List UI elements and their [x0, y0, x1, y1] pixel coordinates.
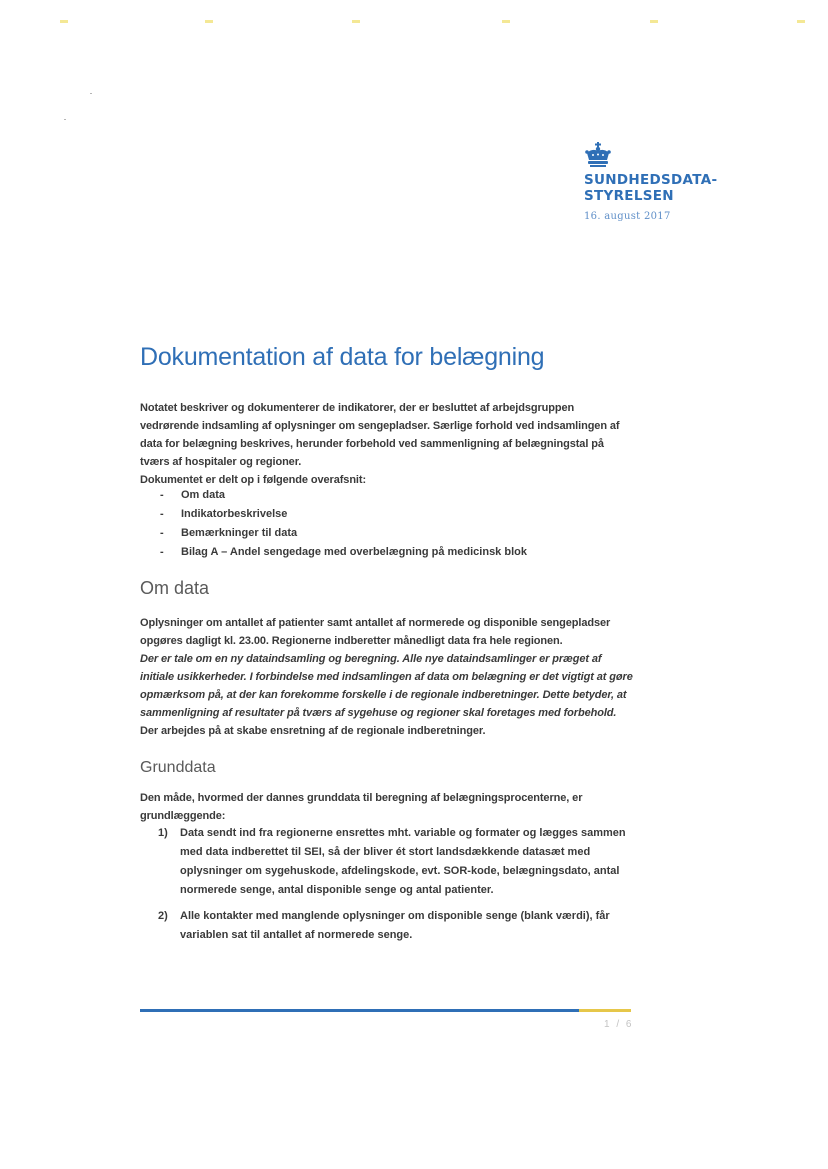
list-item: - Indikatorbeskrivelse — [160, 505, 527, 524]
step-text: Data sendt ind fra regionerne ensrettes mht. variable og formater og lægges sammen med data indberettet til SEI, så der bliver ét stort landsdækkende datasæt med oplysninger om sygehuskode, afdelingskode, evt. SOR-kode, belægningsdato, antal normerede senge, antal disponible senge og antal patienter. — [180, 827, 626, 896]
om-data-section — [140, 614, 634, 740]
scan-mark — [352, 20, 360, 23]
grunddata-intro: Den måde, hvormed der dannes grunddata til beregning af belægningsprocenterne, er grundlæggende: — [140, 792, 583, 822]
om-data-caveat: Der er tale om en ny dataindsamling og beregning. Alle nye dataindsamlinger er præget af initiale usikkerheder. I forbindelse med indsamlingen af data om belægning er det vigtigt at gøre opmærksom på, at der kan forekomme forskelle i de regionale indberetninger. Dette betyder, at sammenligning af resultater på tværs af sygehuse og regioner skal foretages med forbehold. — [140, 653, 633, 719]
list-item: - Om data — [160, 486, 527, 505]
list-item — [140, 824, 634, 900]
crown-icon — [584, 142, 612, 168]
agency-logo — [584, 142, 724, 222]
step-text: Alle kontakter med manglende oplysninger om disponible senge (blank værdi), får variablen sat til antallet af normerede senge. — [180, 910, 610, 941]
document-date: 16. august 2017 — [584, 211, 671, 222]
page-number: 1 / 6 — [604, 1019, 634, 1030]
list-item: - Bilag A – Andel sengedage med overbelægning på medicinsk blok — [160, 543, 527, 562]
scan-mark — [797, 20, 805, 23]
intro-section — [140, 399, 634, 489]
step-number: 2) — [158, 910, 168, 922]
om-data-paragraph: Oplysninger om antallet af patienter samt antallet af normerede og disponible sengepladser opgøres dagligt kl. 23.00. Regionerne indberetter månedligt data fra hele regionen. — [140, 617, 611, 647]
grunddata-step-list — [140, 907, 634, 945]
scan-dot — [64, 119, 66, 120]
grunddata-step-list — [140, 824, 634, 900]
footer-divider — [140, 1009, 631, 1012]
document-title: Dokumentation af data for belægning — [140, 343, 545, 371]
om-data-closing: Der arbejdes på at skabe ensretning af de regionale indberetninger. — [140, 725, 486, 737]
intro-paragraph: Notatet beskriver og dokumenterer de indikatorer, der er besluttet af arbejdsgruppen vedrørende indsamling af oplysninger om sengepladser. Særlige forhold ved indsamlingen af data for belægning beskrives, herunder forbehold ved sammenligning af belægningstal på tværs af hospitaler og regioner. — [140, 402, 620, 468]
scan-mark — [205, 20, 213, 23]
logo-name-line1: SUNDHEDSDATA- — [584, 172, 718, 188]
list-item — [140, 907, 634, 945]
heading-grunddata: Grunddata — [140, 759, 216, 776]
section-overview-list — [160, 486, 527, 562]
intro-list-lead: Dokumentet er delt op i følgende overafsnit: — [140, 474, 367, 486]
heading-om-data: Om data — [140, 578, 210, 598]
scan-mark — [650, 20, 658, 23]
scan-mark — [60, 20, 68, 23]
list-item: - Bemærkninger til data — [160, 524, 527, 543]
logo-name-line2: STYRELSEN — [584, 188, 674, 204]
scan-mark — [502, 20, 510, 23]
step-number: 1) — [158, 827, 168, 839]
scan-dot — [90, 93, 92, 94]
